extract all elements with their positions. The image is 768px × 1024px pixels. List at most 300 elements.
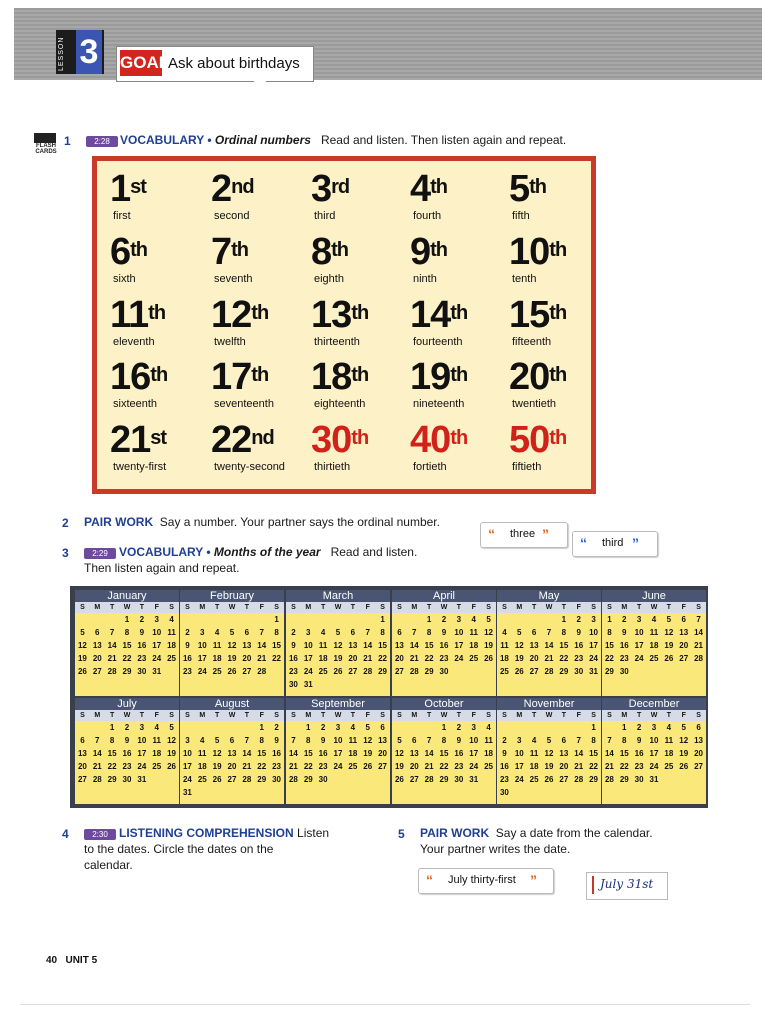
- calendar-day[interactable]: 6: [531, 628, 537, 637]
- calendar-day[interactable]: 30: [122, 775, 132, 784]
- calendar-day[interactable]: 4: [169, 615, 174, 624]
- calendar-day[interactable]: 5: [169, 723, 174, 732]
- calendar-day[interactable]: 1: [426, 615, 432, 624]
- calendar-day[interactable]: 3: [456, 615, 462, 624]
- calendar-day[interactable]: 30: [288, 680, 298, 689]
- calendar-day[interactable]: 26: [167, 762, 177, 771]
- calendar-day[interactable]: 12: [167, 736, 177, 745]
- calendar-day[interactable]: 2: [576, 615, 581, 624]
- calendar-day[interactable]: 16: [634, 749, 644, 758]
- calendar-day[interactable]: 26: [394, 775, 404, 784]
- calendar-day[interactable]: 6: [229, 736, 235, 745]
- calendar-day[interactable]: 6: [350, 628, 356, 637]
- calendar-day[interactable]: 15: [424, 641, 434, 650]
- calendar-day[interactable]: 6: [412, 736, 417, 745]
- calendar-day[interactable]: 13: [92, 641, 102, 650]
- calendar-day[interactable]: 24: [197, 667, 207, 676]
- calendar-day[interactable]: 20: [348, 654, 358, 663]
- calendar-day[interactable]: 24: [634, 654, 644, 663]
- calendar-day[interactable]: 19: [77, 654, 87, 663]
- calendar-day[interactable]: 8: [380, 628, 385, 637]
- calendar-day[interactable]: 27: [409, 775, 419, 784]
- calendar-day[interactable]: 27: [242, 667, 252, 676]
- calendar-day[interactable]: 9: [576, 628, 581, 637]
- calendar-day[interactable]: 11: [198, 749, 207, 758]
- calendar-day[interactable]: 15: [439, 749, 449, 758]
- calendar-day[interactable]: 8: [306, 736, 311, 745]
- calendar-day[interactable]: 19: [167, 749, 177, 758]
- calendar-day[interactable]: 31: [182, 788, 192, 797]
- calendar-day[interactable]: 29: [439, 775, 449, 784]
- calendar-day[interactable]: 5: [546, 736, 552, 745]
- calendar-day[interactable]: 13: [409, 749, 419, 758]
- calendar-day[interactable]: 1: [259, 723, 264, 732]
- calendar-day[interactable]: 28: [107, 667, 117, 676]
- calendar-day[interactable]: 24: [514, 775, 524, 784]
- calendar-day[interactable]: 26: [664, 654, 674, 663]
- calendar-day[interactable]: 8: [622, 736, 627, 745]
- calendar-day[interactable]: 7: [607, 736, 612, 745]
- calendar-day[interactable]: 20: [529, 654, 539, 663]
- calendar-day[interactable]: 10: [469, 736, 479, 745]
- calendar-day[interactable]: 9: [441, 628, 447, 637]
- calendar-day[interactable]: 12: [484, 628, 494, 637]
- calendar-day[interactable]: 25: [318, 667, 328, 676]
- calendar-day[interactable]: 27: [529, 667, 539, 676]
- calendar-day[interactable]: 5: [214, 736, 220, 745]
- calendar-day[interactable]: 18: [649, 641, 659, 650]
- calendar-day[interactable]: 22: [559, 654, 569, 663]
- calendar-day[interactable]: 25: [529, 775, 539, 784]
- calendar-day[interactable]: 28: [288, 775, 298, 784]
- calendar-day[interactable]: 16: [272, 749, 282, 758]
- calendar-day[interactable]: 12: [514, 641, 524, 650]
- calendar-day[interactable]: 9: [622, 628, 627, 637]
- calendar-day[interactable]: 5: [666, 615, 672, 624]
- calendar-day[interactable]: 19: [484, 641, 494, 650]
- calendar-day[interactable]: 25: [649, 654, 659, 663]
- calendar-day[interactable]: 13: [242, 641, 252, 650]
- calendar-day[interactable]: 17: [182, 762, 192, 771]
- calendar-day[interactable]: 1: [124, 615, 130, 624]
- calendar-day[interactable]: 28: [257, 667, 267, 676]
- calendar-day[interactable]: 8: [591, 736, 596, 745]
- calendar-day[interactable]: 6: [696, 723, 701, 732]
- calendar-day[interactable]: 1: [561, 615, 567, 624]
- calendar-day[interactable]: 14: [107, 641, 117, 650]
- calendar-day[interactable]: 15: [303, 749, 313, 758]
- calendar-day[interactable]: 10: [197, 641, 207, 650]
- calendar-day[interactable]: 31: [469, 775, 479, 784]
- calendar-day[interactable]: 24: [303, 667, 313, 676]
- calendar-day[interactable]: 16: [574, 641, 584, 650]
- calendar-day[interactable]: 3: [591, 615, 596, 624]
- calendar-day[interactable]: 30: [574, 667, 584, 676]
- calendar-day[interactable]: 7: [546, 628, 552, 637]
- calendar-day[interactable]: 14: [694, 628, 704, 637]
- calendar-day[interactable]: 27: [77, 775, 87, 784]
- calendar-day[interactable]: 20: [242, 654, 252, 663]
- calendar-day[interactable]: 29: [559, 667, 569, 676]
- calendar-day[interactable]: 1: [380, 615, 385, 624]
- calendar-day[interactable]: 22: [378, 654, 388, 663]
- calendar-day[interactable]: 7: [244, 736, 250, 745]
- calendar-day[interactable]: 17: [137, 749, 147, 758]
- calendar-day[interactable]: 11: [167, 628, 176, 637]
- calendar-day[interactable]: 28: [574, 775, 584, 784]
- calendar-day[interactable]: 30: [634, 775, 644, 784]
- calendar-day[interactable]: 2: [502, 736, 507, 745]
- audio-track-icon[interactable]: 2:30: [84, 829, 116, 840]
- calendar-day[interactable]: 7: [426, 736, 432, 745]
- calendar-day[interactable]: 18: [197, 762, 207, 771]
- calendar-day[interactable]: 9: [456, 736, 462, 745]
- calendar-day[interactable]: 13: [227, 749, 237, 758]
- calendar-day[interactable]: 1: [607, 615, 612, 624]
- calendar-day[interactable]: 11: [649, 628, 659, 637]
- calendar-day[interactable]: 13: [529, 641, 539, 650]
- calendar-day[interactable]: 23: [137, 654, 147, 663]
- calendar-day[interactable]: 12: [333, 641, 343, 650]
- calendar-day[interactable]: 31: [649, 775, 659, 784]
- calendar-day[interactable]: 10: [303, 641, 313, 650]
- calendar-day[interactable]: 3: [185, 736, 190, 745]
- calendar-day[interactable]: 16: [137, 641, 147, 650]
- calendar-day[interactable]: 21: [242, 762, 252, 771]
- calendar-day[interactable]: 10: [589, 628, 599, 637]
- calendar-day[interactable]: 12: [544, 749, 554, 758]
- calendar-day[interactable]: 8: [109, 736, 115, 745]
- calendar-day[interactable]: 25: [664, 762, 674, 771]
- calendar-day[interactable]: 4: [214, 628, 220, 637]
- calendar-day[interactable]: 19: [394, 762, 404, 771]
- calendar-day[interactable]: 2: [441, 615, 447, 624]
- calendar-day[interactable]: 10: [454, 628, 464, 637]
- calendar-day[interactable]: 21: [544, 654, 554, 663]
- calendar-day[interactable]: 1: [591, 723, 596, 732]
- calendar-day[interactable]: 16: [318, 749, 328, 758]
- calendar-day[interactable]: 17: [333, 749, 343, 758]
- calendar-day[interactable]: 17: [514, 762, 524, 771]
- calendar-day[interactable]: 17: [303, 654, 313, 663]
- calendar-day[interactable]: 1: [622, 723, 627, 732]
- calendar-day[interactable]: 22: [257, 762, 267, 771]
- calendar-day[interactable]: 3: [636, 615, 642, 624]
- calendar-day[interactable]: 7: [109, 628, 115, 637]
- calendar-day[interactable]: 19: [333, 654, 343, 663]
- calendar-day[interactable]: 28: [694, 654, 704, 663]
- calendar-day[interactable]: 9: [502, 749, 507, 758]
- calendar-day[interactable]: 26: [484, 654, 494, 663]
- calendar-day[interactable]: 22: [589, 762, 599, 771]
- calendar-day[interactable]: 11: [348, 736, 358, 745]
- calendar-day[interactable]: 17: [152, 641, 162, 650]
- calendar-day[interactable]: 5: [335, 628, 341, 637]
- calendar-day[interactable]: 20: [559, 762, 569, 771]
- calendar-day[interactable]: 25: [469, 654, 479, 663]
- calendar-day[interactable]: 16: [499, 762, 509, 771]
- calendar-day[interactable]: 22: [604, 654, 614, 663]
- calendar-day[interactable]: 12: [664, 628, 674, 637]
- calendar-day[interactable]: 25: [167, 654, 177, 663]
- calendar-day[interactable]: 25: [197, 775, 207, 784]
- calendar-day[interactable]: 20: [77, 762, 87, 771]
- calendar-day[interactable]: 18: [348, 749, 358, 758]
- calendar-day[interactable]: 2: [124, 723, 130, 732]
- calendar-day[interactable]: 14: [92, 749, 102, 758]
- calendar-day[interactable]: 22: [439, 762, 449, 771]
- calendar-day[interactable]: 6: [380, 723, 385, 732]
- calendar-day[interactable]: 15: [272, 641, 282, 650]
- calendar-day[interactable]: 25: [152, 762, 162, 771]
- calendar-day[interactable]: 13: [394, 641, 404, 650]
- calendar-day[interactable]: 8: [607, 628, 612, 637]
- calendar-day[interactable]: 9: [291, 641, 296, 650]
- calendar-day[interactable]: 21: [363, 654, 373, 663]
- calendar-day[interactable]: 26: [544, 775, 554, 784]
- calendar-day[interactable]: 2: [636, 723, 642, 732]
- calendar-day[interactable]: 19: [514, 654, 524, 663]
- calendar-day[interactable]: 25: [212, 667, 222, 676]
- calendar-day[interactable]: 29: [303, 775, 313, 784]
- calendar-day[interactable]: 18: [152, 749, 162, 758]
- calendar-day[interactable]: 4: [666, 723, 672, 732]
- calendar-day[interactable]: 14: [574, 749, 584, 758]
- audio-track-icon[interactable]: 2:29: [84, 548, 116, 559]
- calendar-day[interactable]: 27: [394, 667, 404, 676]
- calendar-day[interactable]: 13: [559, 749, 569, 758]
- calendar-day[interactable]: 20: [92, 654, 102, 663]
- calendar-day[interactable]: 24: [649, 762, 659, 771]
- calendar-day[interactable]: 9: [636, 736, 642, 745]
- calendar-day[interactable]: 30: [439, 667, 449, 676]
- calendar-day[interactable]: 18: [664, 749, 674, 758]
- calendar-day[interactable]: 30: [619, 667, 629, 676]
- calendar-day[interactable]: 14: [424, 749, 434, 758]
- calendar-day[interactable]: 8: [124, 628, 130, 637]
- calendar-day[interactable]: 4: [486, 723, 491, 732]
- calendar-day[interactable]: 5: [517, 628, 522, 637]
- calendar-day[interactable]: 7: [696, 615, 701, 624]
- calendar-day[interactable]: 10: [634, 628, 644, 637]
- calendar-day[interactable]: 26: [679, 762, 689, 771]
- calendar-day[interactable]: 9: [139, 628, 145, 637]
- calendar-day[interactable]: 8: [426, 628, 432, 637]
- calendar-day[interactable]: 21: [694, 641, 704, 650]
- calendar-day[interactable]: 7: [365, 628, 370, 637]
- calendar-day[interactable]: 25: [499, 667, 509, 676]
- calendar-day[interactable]: 21: [107, 654, 117, 663]
- calendar-day[interactable]: 4: [200, 736, 205, 745]
- calendar-day[interactable]: 6: [80, 736, 85, 745]
- calendar-day[interactable]: 24: [182, 775, 192, 784]
- calendar-day[interactable]: 20: [679, 641, 689, 650]
- calendar-day[interactable]: 14: [288, 749, 298, 758]
- calendar-day[interactable]: 28: [92, 775, 102, 784]
- calendar-day[interactable]: 2: [185, 628, 190, 637]
- calendar-day[interactable]: 23: [574, 654, 584, 663]
- calendar-day[interactable]: 18: [469, 641, 479, 650]
- calendar-day[interactable]: 9: [185, 641, 190, 650]
- calendar-day[interactable]: 2: [320, 723, 326, 732]
- calendar-day[interactable]: 28: [363, 667, 373, 676]
- calendar-day[interactable]: 7: [291, 736, 296, 745]
- calendar-day[interactable]: 13: [378, 736, 388, 745]
- calendar-day[interactable]: 21: [574, 762, 584, 771]
- calendar-day[interactable]: 31: [152, 667, 162, 676]
- calendar-day[interactable]: 16: [619, 641, 629, 650]
- calendar-day[interactable]: 16: [288, 654, 298, 663]
- calendar-day[interactable]: 12: [77, 641, 87, 650]
- calendar-day[interactable]: 30: [272, 775, 282, 784]
- calendar-day[interactable]: 16: [182, 654, 192, 663]
- calendar-day[interactable]: 9: [274, 736, 279, 745]
- calendar-day[interactable]: 22: [619, 762, 629, 771]
- calendar-day[interactable]: 1: [306, 723, 311, 732]
- calendar-day[interactable]: 25: [348, 762, 358, 771]
- calendar-day[interactable]: 23: [439, 654, 449, 663]
- calendar-day[interactable]: 10: [182, 749, 192, 758]
- calendar-day[interactable]: 14: [604, 749, 614, 758]
- calendar-day[interactable]: 6: [561, 736, 567, 745]
- calendar-day[interactable]: 23: [122, 762, 132, 771]
- calendar-day[interactable]: 15: [257, 749, 267, 758]
- calendar-day[interactable]: 24: [152, 654, 162, 663]
- calendar-day[interactable]: 30: [454, 775, 464, 784]
- calendar-day[interactable]: 28: [544, 667, 554, 676]
- calendar-day[interactable]: 2: [291, 628, 296, 637]
- calendar-day[interactable]: 19: [664, 641, 674, 650]
- calendar-day[interactable]: 2: [274, 723, 279, 732]
- calendar-day[interactable]: 23: [454, 762, 464, 771]
- calendar-day[interactable]: 16: [122, 749, 132, 758]
- calendar-day[interactable]: 14: [409, 641, 419, 650]
- calendar-day[interactable]: 10: [649, 736, 659, 745]
- calendar-day[interactable]: 12: [363, 736, 373, 745]
- calendar-day[interactable]: 29: [107, 775, 117, 784]
- calendar-day[interactable]: 12: [212, 749, 222, 758]
- calendar-day[interactable]: 18: [167, 641, 177, 650]
- calendar-day[interactable]: 21: [604, 762, 614, 771]
- calendar-day[interactable]: 3: [154, 615, 159, 624]
- calendar-day[interactable]: 18: [499, 654, 509, 663]
- calendar-day[interactable]: 8: [259, 736, 264, 745]
- calendar-day[interactable]: 7: [412, 628, 417, 637]
- calendar-day[interactable]: 19: [227, 654, 237, 663]
- calendar-day[interactable]: 15: [107, 749, 117, 758]
- calendar-day[interactable]: 10: [152, 628, 162, 637]
- calendar-day[interactable]: 17: [469, 749, 479, 758]
- calendar-day[interactable]: 5: [365, 723, 370, 732]
- calendar-day[interactable]: 21: [424, 762, 434, 771]
- calendar-day[interactable]: 31: [303, 680, 313, 689]
- calendar-day[interactable]: 6: [95, 628, 100, 637]
- calendar-day[interactable]: 11: [529, 749, 539, 758]
- calendar-day[interactable]: 14: [257, 641, 267, 650]
- calendar-day[interactable]: 23: [272, 762, 282, 771]
- calendar-day[interactable]: 17: [454, 641, 464, 650]
- calendar-day[interactable]: 29: [619, 775, 629, 784]
- calendar-day[interactable]: 27: [694, 762, 704, 771]
- calendar-day[interactable]: 21: [257, 654, 267, 663]
- calendar-day[interactable]: 12: [227, 641, 237, 650]
- calendar-day[interactable]: 14: [242, 749, 252, 758]
- calendar-day[interactable]: 27: [378, 762, 388, 771]
- calendar-day[interactable]: 30: [318, 775, 328, 784]
- calendar-day[interactable]: 17: [649, 749, 659, 758]
- calendar-day[interactable]: 24: [469, 762, 479, 771]
- calendar-day[interactable]: 20: [409, 762, 419, 771]
- calendar-day[interactable]: 7: [576, 736, 581, 745]
- calendar-day[interactable]: 13: [679, 628, 689, 637]
- calendar-day[interactable]: 4: [531, 736, 537, 745]
- calendar-day[interactable]: 22: [424, 654, 434, 663]
- calendar-day[interactable]: 23: [288, 667, 298, 676]
- calendar-day[interactable]: 15: [122, 641, 132, 650]
- calendar-day[interactable]: 14: [544, 641, 554, 650]
- calendar-day[interactable]: 28: [242, 775, 252, 784]
- calendar-day[interactable]: 25: [484, 762, 494, 771]
- calendar-day[interactable]: 20: [227, 762, 237, 771]
- calendar-day[interactable]: 1: [274, 615, 279, 624]
- calendar-day[interactable]: 16: [439, 641, 449, 650]
- calendar-day[interactable]: 11: [152, 736, 161, 745]
- calendar-day[interactable]: 12: [394, 749, 404, 758]
- calendar-day[interactable]: 13: [694, 736, 704, 745]
- calendar-day[interactable]: 27: [92, 667, 102, 676]
- calendar-day[interactable]: 7: [259, 628, 264, 637]
- calendar-day[interactable]: 18: [529, 762, 539, 771]
- calendar-day[interactable]: 9: [320, 736, 326, 745]
- calendar-day[interactable]: 29: [604, 667, 614, 676]
- calendar-day[interactable]: 13: [77, 749, 87, 758]
- calendar-day[interactable]: 4: [651, 615, 657, 624]
- calendar-day[interactable]: 28: [604, 775, 614, 784]
- calendar-day[interactable]: 2: [622, 615, 627, 624]
- calendar-day[interactable]: 18: [212, 654, 222, 663]
- calendar-day[interactable]: 28: [409, 667, 419, 676]
- calendar-day[interactable]: 11: [318, 641, 328, 650]
- calendar-day[interactable]: 10: [137, 736, 147, 745]
- calendar-day[interactable]: 29: [589, 775, 599, 784]
- calendar-day[interactable]: 18: [318, 654, 328, 663]
- calendar-day[interactable]: 27: [227, 775, 237, 784]
- calendar-day[interactable]: 6: [397, 628, 402, 637]
- calendar-day[interactable]: 12: [679, 736, 689, 745]
- calendar-day[interactable]: 4: [502, 628, 507, 637]
- calendar-day[interactable]: 8: [441, 736, 447, 745]
- calendar-day[interactable]: 2: [456, 723, 462, 732]
- calendar-day[interactable]: 3: [200, 628, 205, 637]
- calendar-day[interactable]: 23: [619, 654, 629, 663]
- calendar-day[interactable]: 5: [80, 628, 85, 637]
- calendar-day[interactable]: 17: [197, 654, 207, 663]
- calendar-day[interactable]: 4: [320, 628, 326, 637]
- calendar-day[interactable]: 3: [471, 723, 476, 732]
- calendar-day[interactable]: 7: [95, 736, 100, 745]
- calendar-day[interactable]: 21: [288, 762, 298, 771]
- calendar-day[interactable]: 31: [137, 775, 147, 784]
- calendar-day[interactable]: 20: [378, 749, 388, 758]
- calendar-day[interactable]: 19: [363, 749, 373, 758]
- calendar-day[interactable]: 22: [107, 762, 117, 771]
- calendar-day[interactable]: 23: [182, 667, 192, 676]
- calendar-day[interactable]: 8: [561, 628, 567, 637]
- calendar-day[interactable]: 17: [589, 641, 599, 650]
- calendar-day[interactable]: 18: [484, 749, 494, 758]
- calendar-day[interactable]: 13: [348, 641, 358, 650]
- calendar-day[interactable]: 5: [681, 723, 686, 732]
